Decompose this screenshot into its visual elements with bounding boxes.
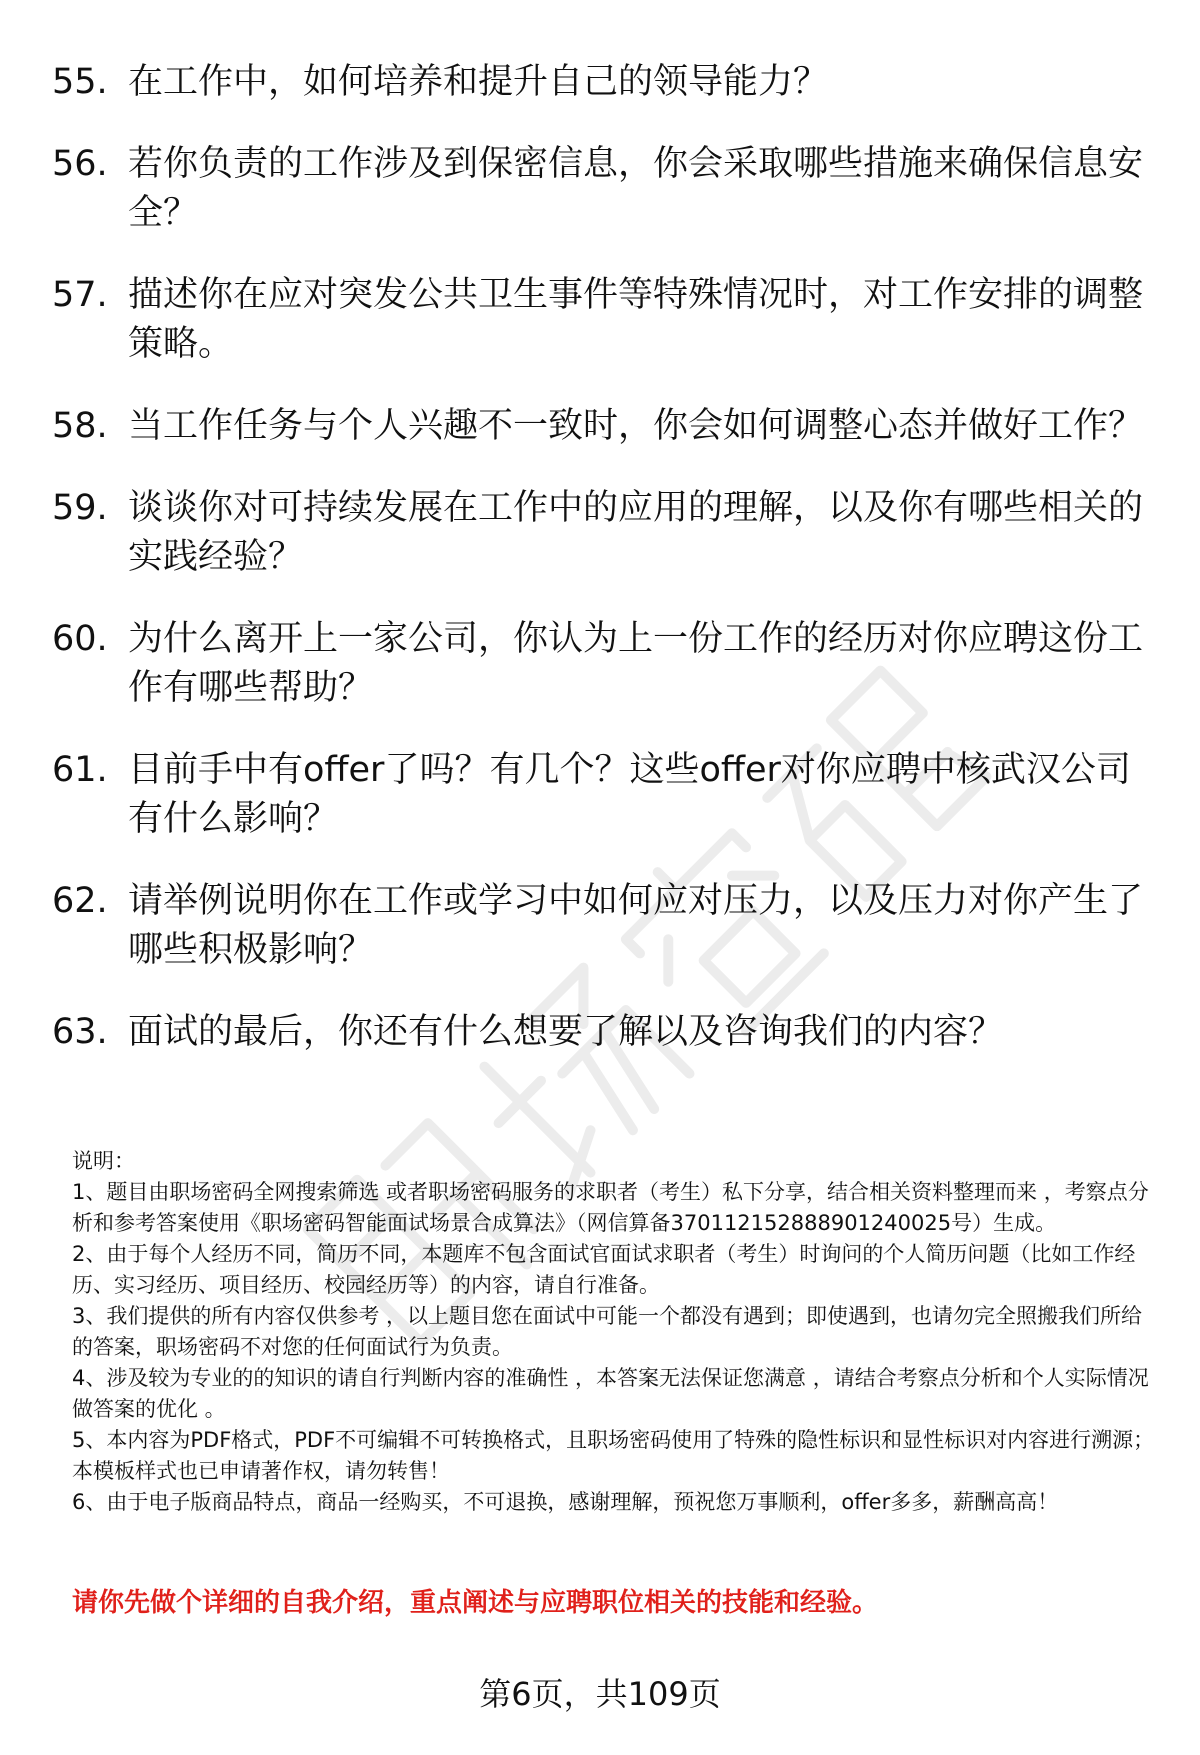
question-number: 61. — [52, 750, 108, 790]
note-item: 5、本内容为PDF格式，PDF不可编辑不可转换格式，且职场密码使用了特殊的隐性标识和显性标识对内容进行溯源；本模板样式也已申请著作权，请勿转售！ — [72, 1428, 1155, 1483]
question-item — [52, 402, 1162, 451]
question-item — [52, 877, 1162, 975]
question-text: 面试的最后，你还有什么想要了解以及咨询我们的内容？ — [128, 1012, 1004, 1052]
question-item — [52, 271, 1162, 369]
question-number: 60. — [52, 619, 108, 659]
note-item: 3、我们提供的所有内容仅供参考 ，以上题目您在面试中可能一个都没有遇到；即使遇到，也请勿完全照搬我们所给的答案，职场密码不对您的任何面试行为负责。 — [72, 1304, 1143, 1359]
question-list — [52, 58, 1162, 1090]
question-number: 63. — [52, 1012, 108, 1052]
question-number: 55. — [52, 62, 108, 102]
question-number: 57. — [52, 275, 108, 315]
self-introduction-prompt: 请你先做个详细的自我介绍，重点阐述与应聘职位相关的技能和经验。 — [72, 1588, 879, 1618]
question-number: 58. — [52, 406, 108, 446]
question-text: 请举例说明你在工作或学习中如何应对压力，以及压力对你产生了哪些积极影响？ — [128, 881, 1144, 970]
question-item — [52, 1008, 1162, 1057]
question-item — [52, 140, 1162, 238]
question-text: 当工作任务与个人兴趣不一致时，你会如何调整心态并做好工作？ — [128, 406, 1144, 446]
question-item — [52, 615, 1162, 713]
question-text: 若你负责的工作涉及到保密信息，你会采取哪些措施来确保信息安全？ — [128, 144, 1144, 233]
notes-heading: 说明： — [72, 1149, 135, 1173]
question-item — [52, 58, 1162, 107]
question-text: 目前手中有offer了吗？有几个？这些offer对你应聘中核武汉公司有什么影响？ — [128, 750, 1131, 839]
question-text: 在工作中，如何培养和提升自己的领导能力？ — [128, 62, 829, 102]
note-item: 1、题目由职场密码全网搜索筛选 或者职场密码服务的求职者（考生）私下分享，结合相关资料整理而来 ，考察点分析和参考答案使用《职场密码智能面试场景合成算法》（网信算备370112152888901240025号）生成。 — [72, 1180, 1149, 1235]
question-item — [52, 746, 1162, 844]
question-text: 谈谈你对可持续发展在工作中的应用的理解，以及你有哪些相关的实践经验？ — [128, 488, 1144, 577]
question-number: 56. — [52, 144, 108, 184]
question-number: 59. — [52, 488, 108, 528]
notes-section — [72, 1146, 1162, 1518]
question-text: 为什么离开上一家公司，你认为上一份工作的经历对你应聘这份工作有哪些帮助？ — [128, 619, 1144, 708]
note-item: 6、由于电子版商品特点，商品一经购买，不可退换，感谢理解，预祝您万事顺利，offer多多，薪酬高高！ — [72, 1490, 1059, 1514]
note-item: 2、由于每个人经历不同，简历不同，本题库不包含面试官面试求职者（考生）时询问的个人简历问题（比如工作经历、实习经历、项目经历、校园经历等）的内容，请自行准备。 — [72, 1242, 1136, 1297]
question-number: 62. — [52, 881, 108, 921]
question-item — [52, 484, 1162, 582]
note-item: 4、涉及较为专业的的知识的请自行判断内容的准确性 ，本答案无法保证您满意 ，请结合考察点分析和个人实际情况做答案的优化 。 — [72, 1366, 1149, 1421]
question-text: 描述你在应对突发公共卫生事件等特殊情况时，对工作安排的调整策略。 — [128, 275, 1144, 364]
page-number: 第6页，共109页 — [479, 1675, 721, 1713]
